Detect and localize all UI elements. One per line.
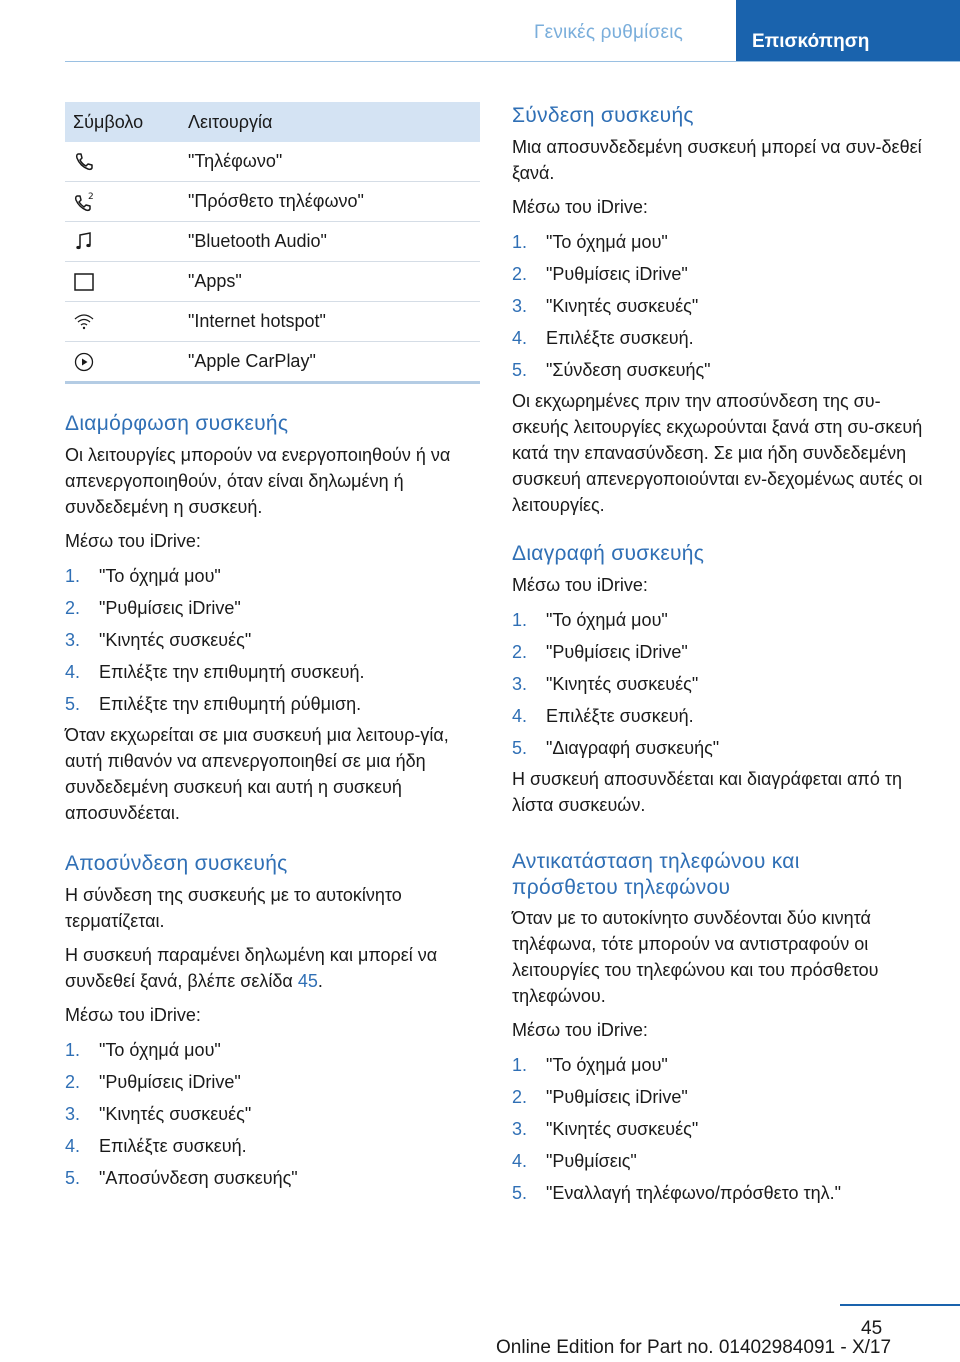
via-idrive: Μέσω του iDrive:	[512, 1020, 648, 1040]
paragraph: Οι λειτουργίες μπορούν να ενεργοποιηθούν ή να απενεργοποιηθούν, όταν είναι δηλωμένη ή συνδεδεμένη η συσκευή.	[65, 445, 451, 517]
col-function-header: Λειτουργία	[188, 111, 273, 132]
section-configure-device	[65, 412, 480, 826]
via-idrive: Μέσω του iDrive:	[512, 575, 648, 595]
row-label: "Apple CarPlay"	[188, 351, 316, 371]
header-divider	[65, 61, 960, 62]
list-item: 2. "Ρυθμίσεις iDrive"	[512, 641, 688, 662]
list-item: 1. "Το όχημά μου"	[512, 231, 668, 252]
svg-text:2: 2	[88, 191, 94, 202]
steps-list	[65, 560, 480, 720]
row-label: "Bluetooth Audio"	[188, 231, 327, 251]
apps-square-icon	[73, 271, 95, 293]
list-item: 3. "Κινητές συσκευές"	[65, 629, 252, 650]
second-phone-icon	[73, 191, 95, 213]
list-item: 4. Επιλέξτε συσκευή.	[512, 705, 694, 726]
row-label: "Internet hotspot"	[188, 311, 326, 331]
table-row	[65, 222, 480, 262]
table-header	[65, 102, 480, 142]
edition-footer: Online Edition for Part no. 01402984091 - X/17	[496, 1337, 892, 1358]
page-number-rule	[840, 1304, 960, 1306]
list-item: 2. "Ρυθμίσεις iDrive"	[512, 263, 688, 284]
section-heading: Διαμόρφωση συσκευής	[65, 412, 289, 435]
page-link[interactable]: 45	[297, 971, 318, 991]
list-item: 3. "Κινητές συσκευές"	[512, 295, 699, 316]
steps-list	[512, 604, 932, 764]
table-row	[65, 342, 480, 384]
paragraph: Η σύνδεση της συσκευής με το αυτοκίνητο τερματίζεται.	[65, 885, 402, 931]
section-heading: Αντικατάσταση τηλεφώνου και πρόσθετου τηλεφώνου	[512, 850, 800, 899]
section-connect-device	[512, 104, 932, 518]
row-label: "Τηλέφωνο"	[188, 151, 283, 171]
section-heading: Διαγραφή συσκευής	[512, 542, 705, 565]
carplay-play-icon	[73, 351, 95, 373]
symbol-table	[65, 102, 480, 384]
section-swap-phones	[512, 849, 932, 1209]
list-item: 2. "Ρυθμίσεις iDrive"	[512, 1086, 688, 1107]
list-item: 1. "Το όχημά μου"	[512, 609, 668, 630]
paragraph: Οι εκχωρημένες πριν την αποσύνδεση της συ-σκευής λειτουργίες εκχωρούνται ξανά στη συ-σκευή κατά την επανασύνδεση. Σε μια ήδη συνδεδεμένη συσκευή απενεργοποιούνται εν-δεχομένως αυτές οι λειτουργίες.	[512, 391, 923, 515]
section-heading: Σύνδεση συσκευής	[512, 104, 694, 127]
steps-list	[512, 1049, 932, 1209]
list-item: 3. "Κινητές συσκευές"	[512, 1118, 699, 1139]
section-heading: Αποσύνδεση συσκευής	[65, 852, 288, 875]
list-item: 4. Επιλέξτε συσκευή.	[65, 1135, 247, 1156]
music-note-icon	[73, 231, 95, 253]
section-delete-device	[512, 542, 932, 818]
via-idrive: Μέσω του iDrive:	[65, 1005, 201, 1025]
steps-list	[65, 1034, 480, 1194]
paragraph: Όταν με το αυτοκίνητο συνδέονται δύο κινητά τηλέφωνα, τότε μπορούν να αντιστραφούν οι λειτουργίες του τηλεφώνου και του πρόσθετου τηλεφώνου.	[512, 908, 879, 1006]
list-item: 4. "Ρυθμίσεις"	[512, 1150, 637, 1171]
paragraph: Η συσκευή παραμένει δηλωμένη και μπορεί να συνδεθεί ξανά, βλέπε σελίδα 45.	[65, 945, 438, 991]
section-disconnect-device	[65, 852, 480, 1194]
table-row	[65, 302, 480, 342]
paragraph: Όταν εκχωρείται σε μια συσκευή μια λειτουρ-γία, αυτή πιθανόν να απενεργοποιηθεί σε μια ήδη συνδεδεμένη συσκευή και αυτή η συσκευή αποσυνδέεται.	[65, 725, 449, 823]
wifi-icon	[73, 311, 95, 333]
table-row	[65, 182, 480, 222]
list-item: 4. Επιλέξτε την επιθυμητή συσκευή.	[65, 661, 365, 682]
steps-list	[512, 226, 932, 386]
list-item: 1. "Το όχημά μου"	[65, 1039, 221, 1060]
table-row	[65, 262, 480, 302]
paragraph: Μια αποσυνδεδεμένη συσκευή μπορεί να συν-δεθεί ξανά.	[512, 137, 922, 183]
list-item: 1. "Το όχημά μου"	[65, 565, 221, 586]
col-symbol-header: Σύμβολο	[73, 111, 144, 132]
page-header	[0, 0, 960, 62]
tab-overview[interactable]: Επισκόπηση	[736, 0, 960, 62]
paragraph: Η συσκευή αποσυνδέεται και διαγράφεται από τη λίστα συσκευών.	[512, 769, 902, 815]
list-item: 5. "Διαγραφή συσκευής"	[512, 737, 720, 758]
list-item: 2. "Ρυθμίσεις iDrive"	[65, 597, 241, 618]
list-item: 5. "Σύνδεση συσκευής"	[512, 359, 711, 380]
list-item: 5. "Εναλλαγή τηλέφωνο/πρόσθετο τηλ."	[512, 1182, 842, 1203]
tab-general-settings[interactable]: Γενικές ρυθμίσεις	[534, 22, 683, 43]
list-item: 2. "Ρυθμίσεις iDrive"	[65, 1071, 241, 1092]
page-number: 45	[861, 1318, 883, 1339]
list-item: 5. "Αποσύνδεση συσκευής"	[65, 1167, 298, 1188]
list-item: 1. "Το όχημά μου"	[512, 1054, 668, 1075]
list-item: 5. Επιλέξτε την επιθυμητή ρύθμιση.	[65, 693, 362, 714]
phone-icon	[73, 151, 95, 173]
row-label: "Apps"	[188, 271, 242, 291]
list-item: 4. Επιλέξτε συσκευή.	[512, 327, 694, 348]
list-item: 3. "Κινητές συσκευές"	[65, 1103, 252, 1124]
via-idrive: Μέσω του iDrive:	[512, 197, 648, 217]
via-idrive: Μέσω του iDrive:	[65, 531, 201, 551]
list-item: 3. "Κινητές συσκευές"	[512, 673, 699, 694]
table-row	[65, 142, 480, 182]
row-label: "Πρόσθετο τηλέφωνο"	[188, 191, 364, 211]
